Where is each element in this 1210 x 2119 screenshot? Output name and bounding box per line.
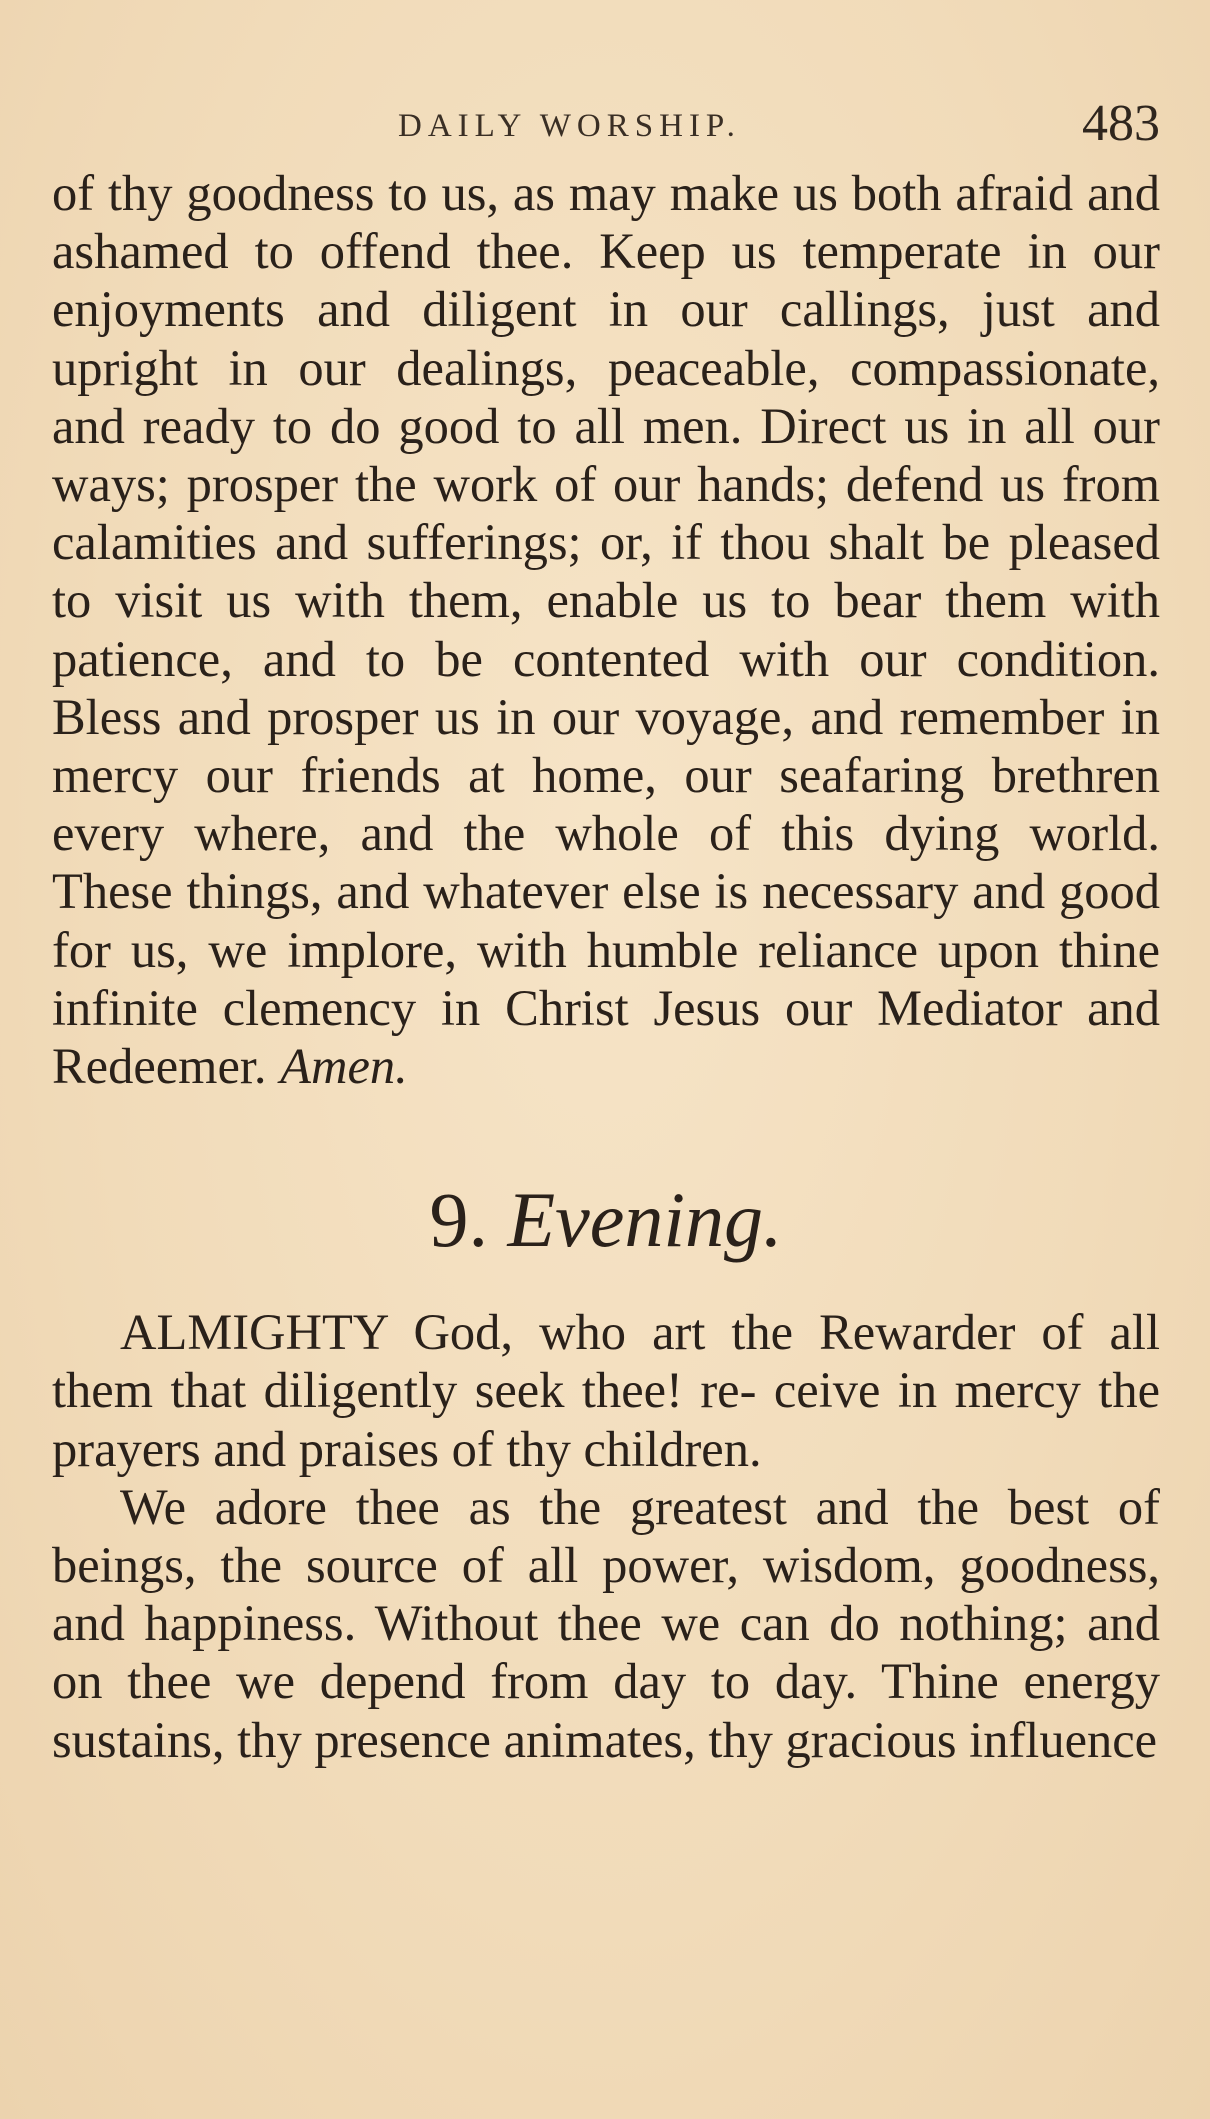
section-title: Evening. [507, 1176, 783, 1264]
section-number: 9. [429, 1176, 488, 1264]
continued-text: of thy goodness to us, as may make us both afraid and ashamed to offend thee. Keep us temperate in our enjoyments and diligent in our callings, just and upright in our dealings, peaceable, compassionate, and ready to do good to all men. Direct us in all our ways; prosper the work of our hands; defend us from calamities and sufferings; or, if thou shalt be pleased to visit us with them, enable us to bear them with patience, and to be contented with our condition. Bless and prosper us in our voyage, and remember in mercy our friends at home, our seafaring brethren every where, and the whole of this dying world. These things, and whatever else is necessary and good for us, we implore, with humble reliance upon thine infinite clemency in Christ Jesus our Mediator and Redeemer. [52, 165, 1160, 1095]
running-head [52, 95, 1160, 164]
section-heading [52, 1175, 1160, 1265]
paragraph-2: We adore thee as the greatest and the best of beings, the source of all power, wisdom, goodness, and happiness. Without thee we can do nothing; and on thee we depend from day to day. Thine energy sustains, thy presence animates, thy gracious influence [52, 1478, 1160, 1768]
page-number: 483 [1082, 95, 1160, 152]
running-title: DAILY WORSHIP. [398, 108, 741, 144]
book-page [52, 95, 1160, 1769]
paragraph-1: ALMIGHTY God, who art the Rewarder of all them that diligently seek thee! re- ceive in mercy the prayers and praises of thy children. [52, 1304, 1160, 1477]
continued-prayer-text [52, 164, 1160, 1095]
amen: Amen. [280, 1038, 408, 1095]
